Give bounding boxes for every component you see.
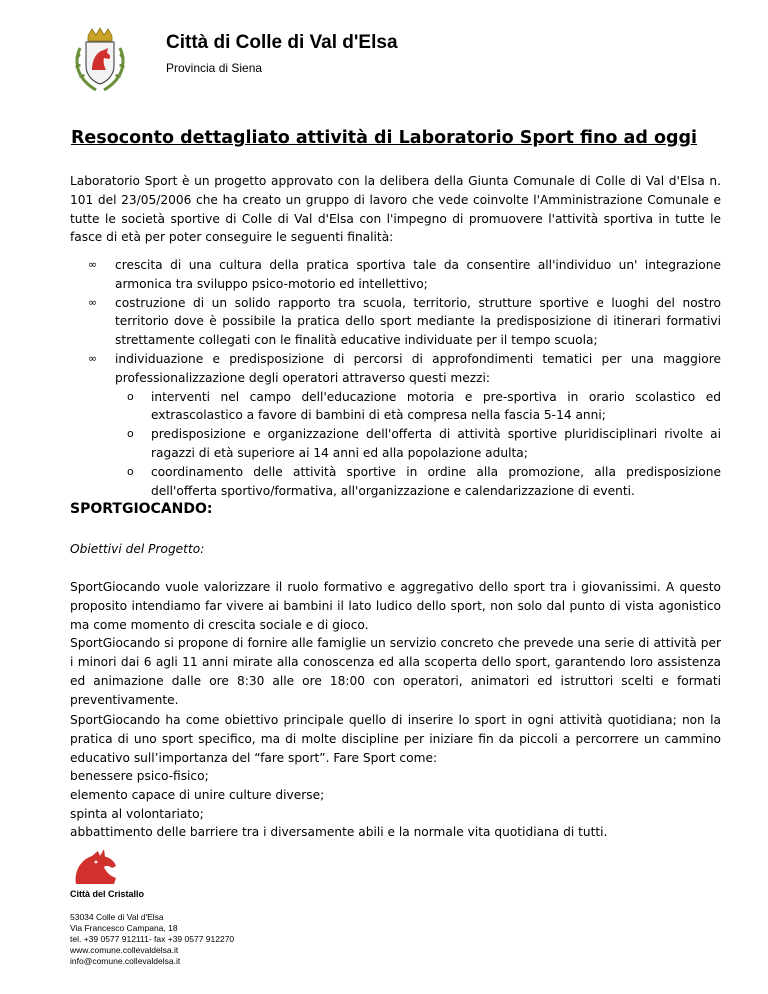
list-line: benessere psico-fisico; xyxy=(70,769,209,783)
letterhead xyxy=(70,26,710,96)
list-item xyxy=(70,294,721,350)
section-heading: SPORTGIOCANDO: xyxy=(70,501,213,517)
sublist-item xyxy=(115,425,721,463)
sublist-item-text: interventi nel campo dell'educazione motoria e pre-sportiva in orario scolastico ed extrascolastico a favore di bambini di età compresa nella fascia 5-14 anni; xyxy=(151,389,721,423)
goals-list xyxy=(70,256,721,500)
intro-paragraph xyxy=(70,172,721,247)
list-line: abbattimento delle barriere tra i diversamente abili e la normale vita quotidiana di tutti. xyxy=(70,825,608,840)
infinity-bullet-icon: ∞ xyxy=(88,351,98,365)
paragraph-text: SportGiocando ha come obiettivo principale quello di inserire lo sport in ogni attività quotidiana; non la pratica di uno sport specifico, ma di molte discipline per iniziare fin da piccoli a percorrere un cammino educativo sull’importanza del “fare sport”. Fare Sport come: xyxy=(70,713,721,765)
sportgiocando-paragraph-1 xyxy=(70,578,721,710)
sub-heading: Obiettivi del Progetto: xyxy=(70,542,205,556)
infinity-bullet-icon: ∞ xyxy=(88,295,98,309)
list-item-text: costruzione di un solido rapporto tra scuola, territorio, strutture sportive e luoghi del nostro territorio dove è possibile la pratica dello sport mediante la predisposizione di itinerari formativi strettamente collegati con le finalità educative individuate per il tempo scuola; xyxy=(115,295,721,348)
document-title: Resoconto dettagliato attività di Laboratorio Sport fino ad oggi xyxy=(70,128,698,148)
footer-contacts xyxy=(70,912,234,967)
means-sublist xyxy=(115,388,721,501)
sublist-item xyxy=(115,463,721,501)
list-item xyxy=(70,350,721,500)
infinity-bullet-icon: ∞ xyxy=(88,258,98,271)
list-item xyxy=(70,256,721,294)
list-line: elemento capace di unire culture diverse; xyxy=(70,787,325,802)
sportgiocando-list xyxy=(70,767,721,842)
footer-line: 53034 Colle di Val d'Elsa xyxy=(70,912,164,922)
list-item-text: individuazione e predisposizione di percorsi di approfondimenti tematici per una maggiore professionalizzazione degli operatori attraverso questi mezzi: xyxy=(115,351,721,385)
horse-head-logo-icon xyxy=(70,848,132,886)
footer-line: tel. +39 0577 912111- fax +39 0577 912270 xyxy=(70,934,235,944)
footer-brand: Città del Cristallo xyxy=(70,889,145,899)
circle-bullet-icon: o xyxy=(127,389,134,403)
city-title: Città di Colle di Val d'Elsa xyxy=(166,32,398,53)
sublist-item-text: predisposizione e organizzazione dell'offerta di attività sportive pluridisciplinari rivolte ai ragazzi di età superiore ai 14 anni ed alla popolazione adulta; xyxy=(151,427,721,460)
sportgiocando-paragraph-2 xyxy=(70,711,721,767)
sublist-item-text: coordinamento delle attività sportive in ordine alla promozione, alla predisposizione dell'offerta sportivo/formativa, all'organizzazione e calendarizzazione di eventi. xyxy=(151,464,721,498)
footer-line: info@comune.collevaldelsa.it xyxy=(70,956,181,966)
sublist-item xyxy=(115,388,721,426)
circle-bullet-icon: o xyxy=(127,427,134,441)
paragraph-text: SportGiocando si propone di fornire alle famiglie un servizio concreto che prevede una serie di attività per i minori dai 6 agli 11 anni mirate alla conoscenza ed alla scoperta dello sport, garantendo loro assistenza ed animazione dalle ore 8:30 alle ore 18:00 con operatori, animatori ed istruttori scelti e formati preventivamente. xyxy=(70,636,721,707)
list-item-text: crescita di una cultura della pratica sportiva tale da consentire all'individuo un' integrazione armonica tra sviluppo psico-motorio ed intellettivo; xyxy=(115,258,721,291)
circle-bullet-icon: o xyxy=(127,464,134,478)
paragraph-text: SportGiocando vuole valorizzare il ruolo formativo e aggregativo dello sport tra i giovanissimi. A questo proposito intendiamo far vivere ai bambini il lato ludico dello sport, non solo dal punto di vista agonistico ma come momento di crescita sociale e di gioco. xyxy=(70,580,721,632)
province-label: Provincia di Siena xyxy=(166,61,263,75)
footer-line: Via Francesco Campana, 18 xyxy=(70,923,178,933)
footer-line: www.comune.collevaldelsa.it xyxy=(70,945,179,955)
intro-text: Laboratorio Sport è un progetto approvato con la delibera della Giunta Comunale di Colle di Val d'Elsa n. 101 del 23/05/2006 che ha creato un gruppo di lavoro che vede coinvolte l'Amministrazione Comunale e tutte le società sportive di Colle di Val d'Elsa con l'impegno di promuovere l'attività sportiva in tutte le fasce di età per poter conseguire le seguenti finalità: xyxy=(70,174,721,245)
list-line: spinta al volontariato; xyxy=(70,806,204,821)
coat-of-arms-icon xyxy=(70,26,130,94)
